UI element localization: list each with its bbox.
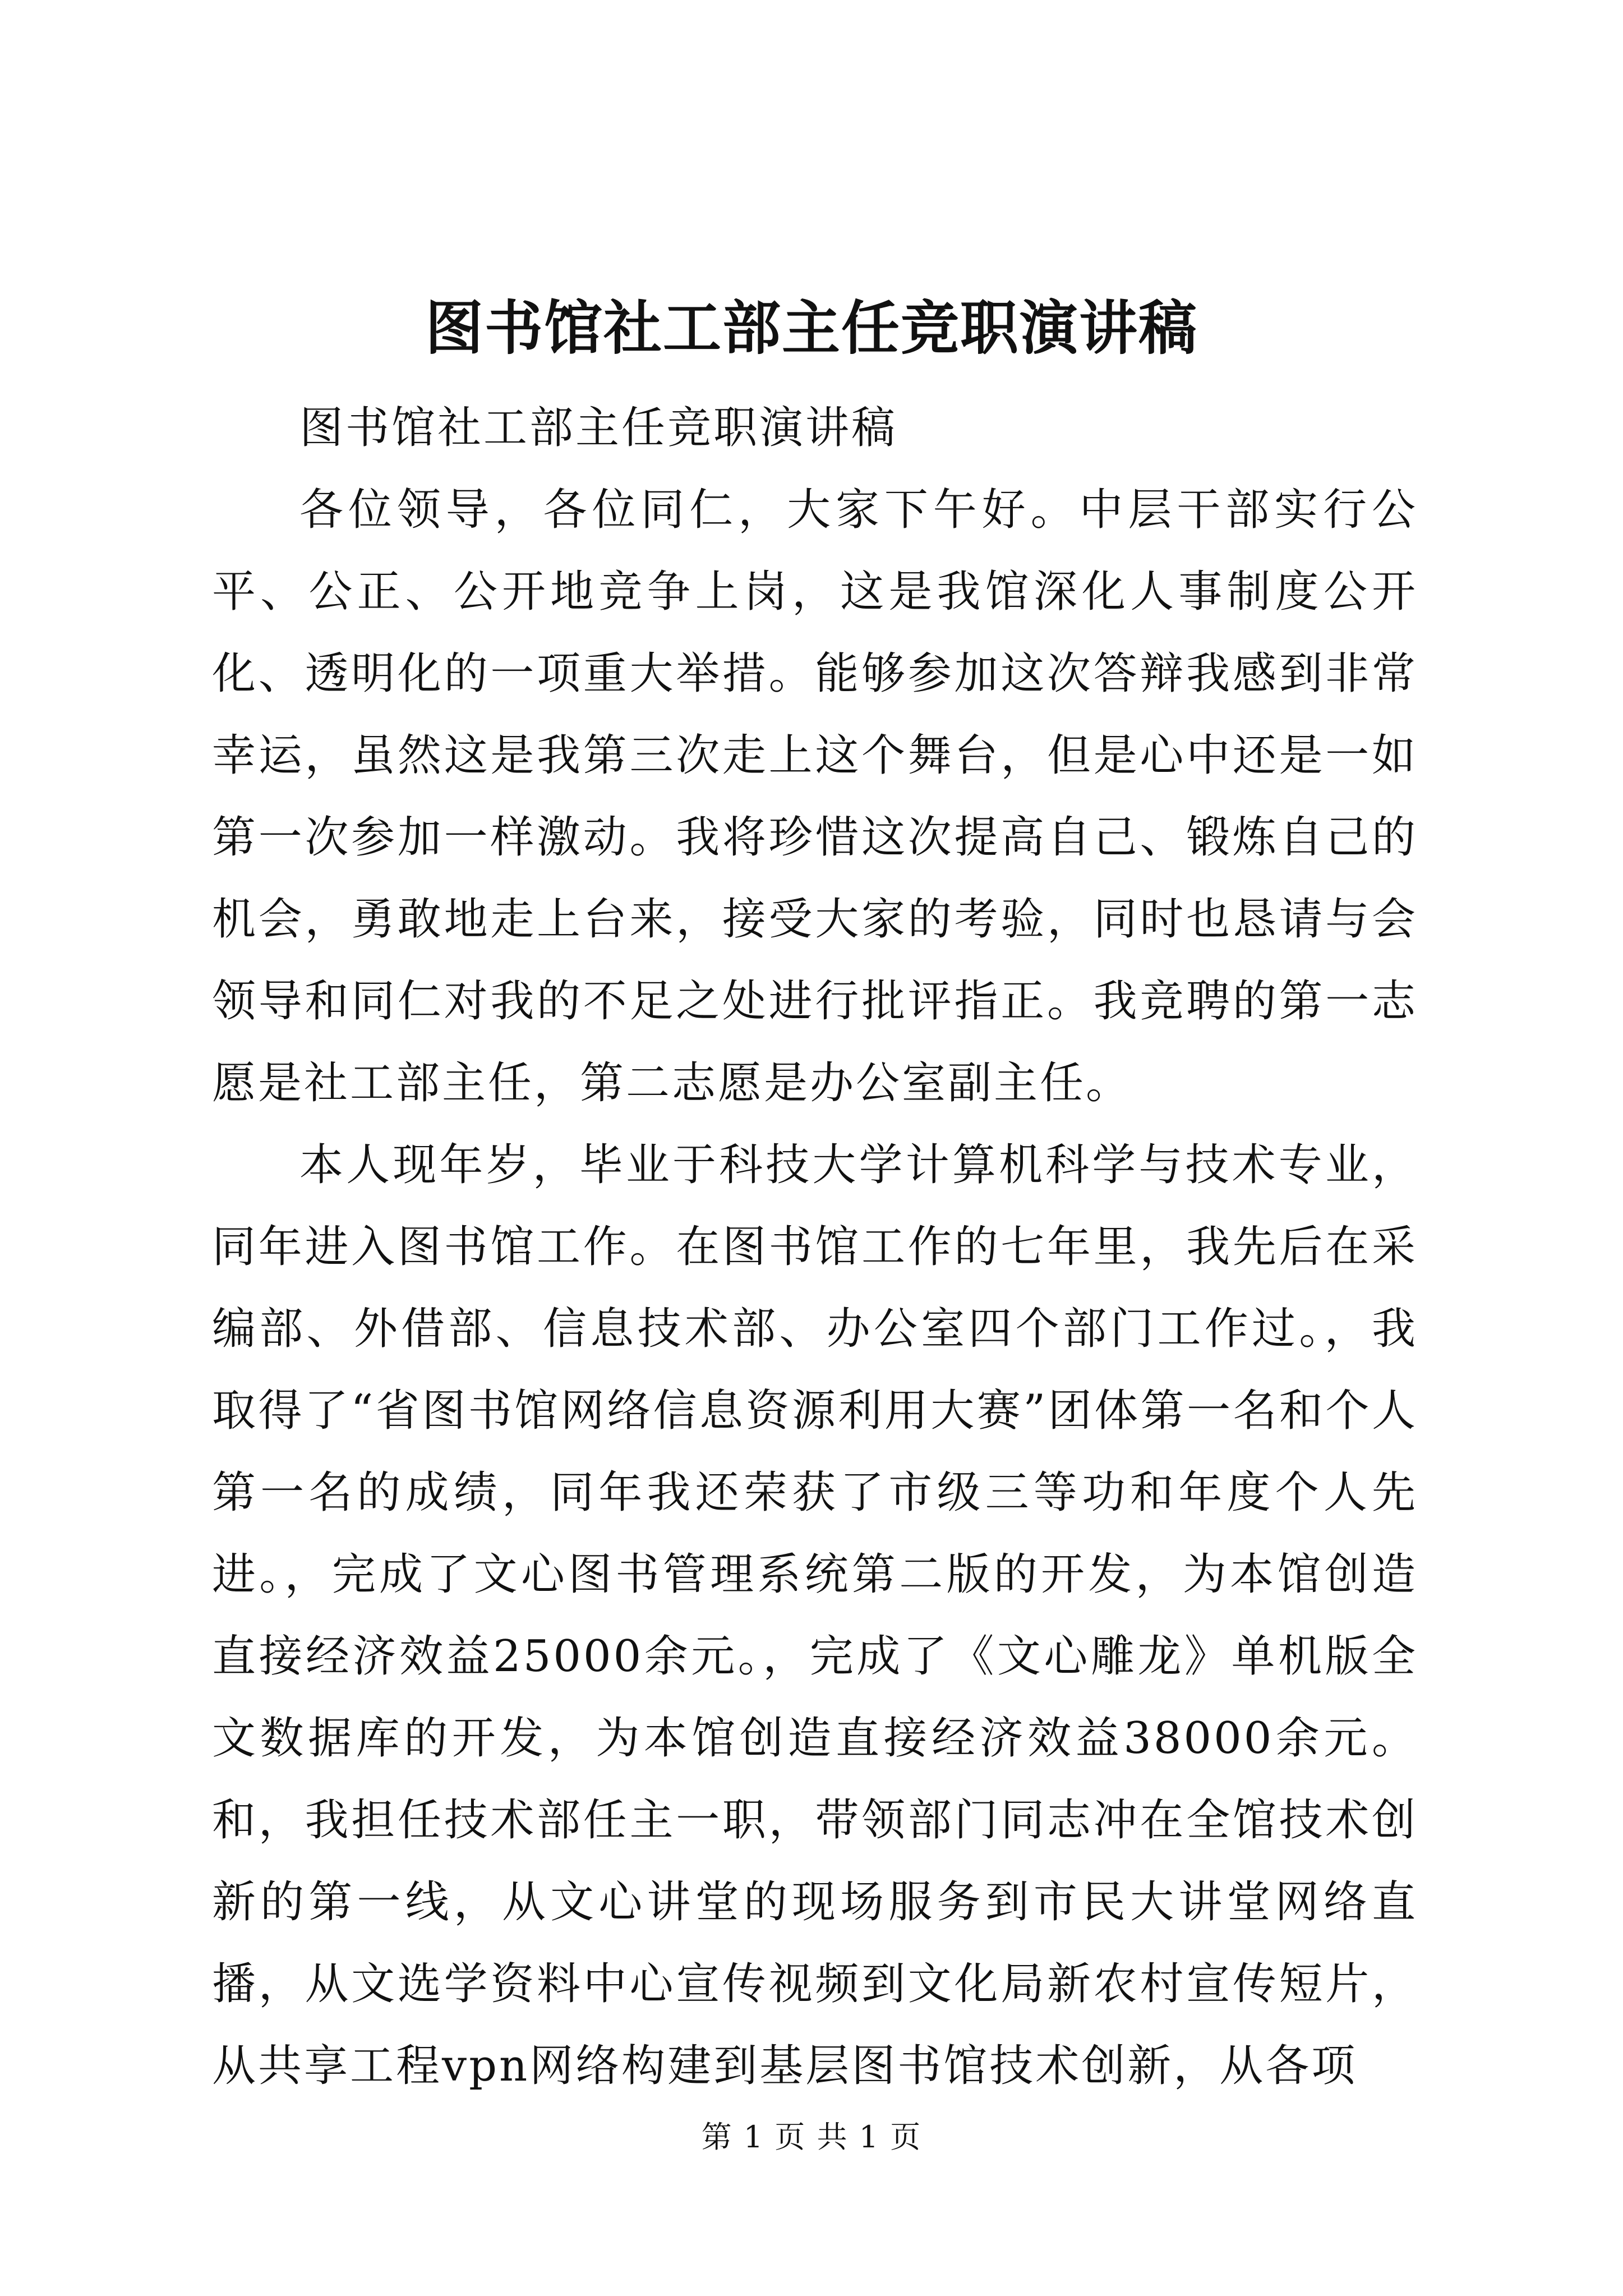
- document-title: 图书馆社工部主任竞职演讲稿: [425, 293, 1198, 362]
- page-footer: 第 1 页 共 1 页: [701, 2119, 922, 2155]
- document-body: [212, 387, 1418, 2107]
- paragraph-greeting: 各位领导，各位同仁，大家下午好。中层干部实行公平、公正、公开地竞争上岗，这是我馆深化人事制度公开化、透明化的一项重大举措。能够参加这次答辩我感到非常幸运，虽然这是我第三次走上这个舞台，但是心中还是一如第一次参加一样激动。我将珍惜这次提高自己、锻炼自己的机会，勇敢地走上台来，接受大家的考验，同时也恳请与会领导和同仁对我的不足之处进行批评指正。我竞聘的第一志愿是社工部主任，第二志愿是办公室副主任。: [212, 485, 1418, 1108]
- paragraph-background: 本人现年岁，毕业于科技大学计算机科学与技术专业，同年进入图书馆工作。在图书馆工作的七年里，我先后在采编部、外借部、信息技术部、办公室四个部门工作过。，我取得了“省图书馆网络信息资源利用大赛”团体第一名和个人第一名的成绩，同年我还荣获了市级三等功和年度个人先进。，完成了文心图书管理系统第二版的开发，为本馆创造直接经济效益25000余元。，完成了《文心雕龙》单机版全文数据库的开发，为本馆创造直接经济效益38000余元。和，我担任技术部任主一职，带领部门同志冲在全馆技术创新的第一线，从文心讲堂的现场服务到市民大讲堂网络直播，从文选学资料中心宣传视频到文化局新农村宣传短片，从共享工程vpn网络构建到基层图书馆技术创新，从各项: [212, 1140, 1418, 2091]
- paragraph-subtitle: 图书馆社工部主任竞职演讲稿: [299, 403, 898, 453]
